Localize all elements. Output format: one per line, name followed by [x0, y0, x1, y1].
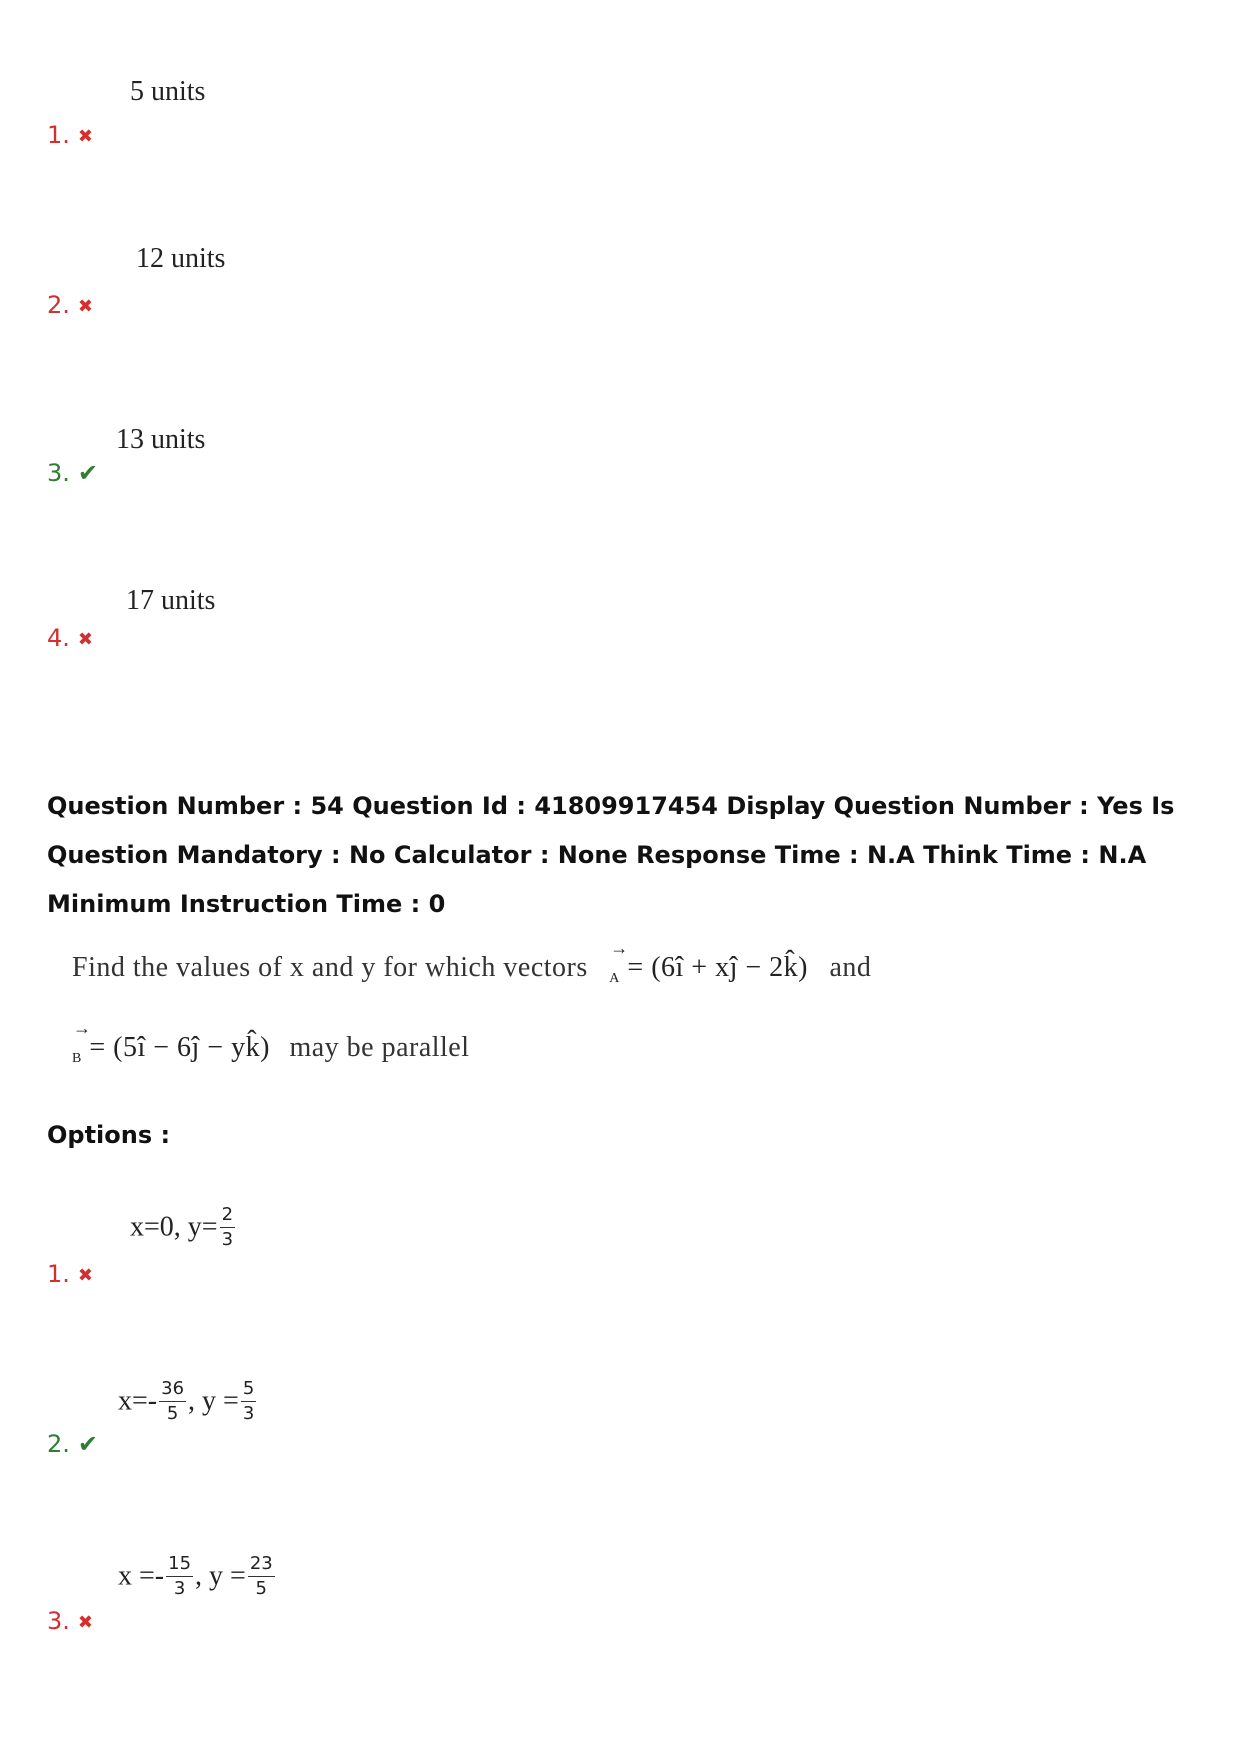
vector-b-expression: = (5î − 6ĵ − yk̂) — [89, 1032, 270, 1063]
fraction: $\frac{23}{5}$ — [249, 1553, 273, 1599]
vector-a-expression: = (6î + xĵ − 2k̂) — [627, 952, 808, 983]
option-2-text: x=- $\frac{36}{5}$ , y = $\frac{5}{3}$ — [118, 1378, 255, 1424]
option-1-number: 1. — [47, 1260, 70, 1288]
option-3-text: x =- $\frac{15}{3}$ , y = $\frac{23}{5}$ — [118, 1553, 273, 1599]
option-1-text: x=0, y= $\frac{2}{3}$ — [130, 1204, 234, 1250]
options-label: Options : — [47, 1121, 171, 1149]
option-2-number: 2. — [47, 1430, 70, 1458]
prev-option-3 — [47, 459, 98, 487]
cross-icon: ✖ — [77, 296, 93, 317]
vector-a-symbol: → $_A$ — [609, 938, 629, 986]
vector-arrow-icon: → — [610, 938, 629, 958]
option-3-number: 3. — [47, 1607, 70, 1635]
prev-option-4-text: 17 units — [126, 585, 216, 616]
option-2 — [47, 1430, 98, 1458]
question-text-prefix: Find the values of x and y for which vectors — [72, 952, 588, 983]
question-text-line-2 — [72, 1018, 470, 1067]
check-icon: ✔ — [77, 459, 99, 487]
prev-option-1-number: 1. — [47, 121, 70, 149]
prev-option-2-text: 12 units — [136, 243, 226, 274]
question-text-suffix: may be parallel — [289, 1032, 470, 1063]
prev-option-2-number: 2. — [47, 291, 70, 319]
prev-option-4-number: 4. — [47, 624, 70, 652]
check-icon: ✔ — [77, 1430, 99, 1458]
fraction: $\frac{15}{3}$ — [168, 1553, 192, 1599]
prev-option-3-number: 3. — [47, 459, 70, 487]
option-3 — [47, 1607, 93, 1635]
cross-icon: ✖ — [77, 1612, 93, 1633]
cross-icon: ✖ — [77, 126, 93, 147]
vector-b-symbol: → $_B$ — [72, 1018, 92, 1066]
prev-option-1 — [47, 121, 93, 149]
cross-icon: ✖ — [77, 629, 93, 650]
fraction: $\frac{5}{3}$ — [242, 1378, 255, 1424]
prev-option-2 — [47, 291, 93, 319]
fraction: $\frac{36}{5}$ — [161, 1378, 185, 1424]
prev-option-4 — [47, 624, 93, 652]
option-1 — [47, 1260, 93, 1288]
prev-option-1-text: 5 units — [130, 76, 206, 107]
question-metadata: Question Number : 54 Question Id : 41809917454 Display Question Number : Yes Is Question Mandatory : No Calculator : None Response Time : N.A Think Time : N.A Minimum Instruction Time : 0 — [47, 792, 1175, 918]
vector-b — [72, 1018, 277, 1066]
cross-icon: ✖ — [77, 1265, 93, 1286]
fraction: $\frac{2}{3}$ — [221, 1204, 234, 1250]
prev-option-3-text: 13 units — [116, 424, 206, 455]
vector-arrow-icon: → — [73, 1018, 92, 1038]
question-text-line-1 — [72, 938, 872, 987]
question-text-and: and — [829, 952, 872, 983]
vector-a — [609, 938, 815, 986]
